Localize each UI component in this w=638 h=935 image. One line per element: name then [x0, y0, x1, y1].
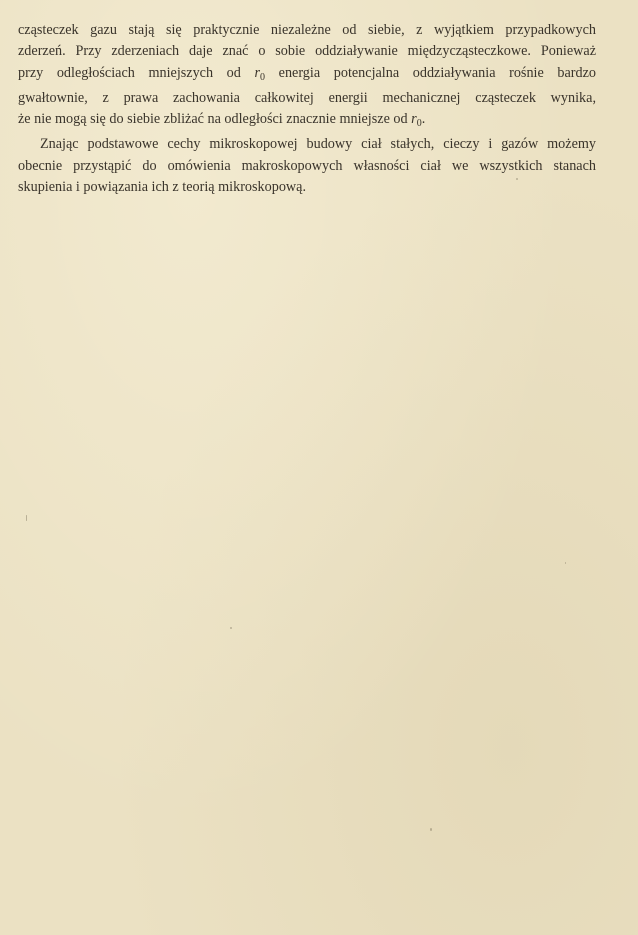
text-line: Znając podstawowe cechy mikroskopowej budowy ciał stałych, cieczy i gazów możemy — [40, 136, 596, 153]
paragraph-1 — [18, 20, 596, 134]
text-line: cząsteczek gazu stają się praktycznie niezależne od siebie, z wyjątkiem przypadkowych — [18, 22, 596, 38]
text-line: zderzeń. Przy zderzeniach daje znać o sobie oddziaływanie międzycząsteczkowe. Ponieważ — [18, 43, 596, 60]
symbol-subscript: 0 — [260, 71, 266, 83]
paper-speck — [565, 562, 566, 564]
text-line — [18, 63, 596, 88]
text-fragment: przy odległościach mniejszych od — [18, 64, 255, 81]
text-line: gwałtownie, z prawa zachowania całkowitej energii mechanicznej cząsteczek wynika, — [18, 89, 596, 106]
paper-speck — [516, 178, 518, 180]
paragraph-2 — [18, 134, 596, 198]
symbol-letter: r — [254, 64, 261, 81]
text-fragment: że nie mogą się do siebie zbliżać na odległości znacznie mniejsze od — [18, 111, 412, 128]
paper-speck — [430, 828, 432, 831]
text-line: obecnie przystąpić do omówienia makroskopowych własności ciał we wszystkich stanach — [18, 157, 596, 174]
symbol-subscript: 0 — [416, 118, 422, 130]
page-text — [18, 20, 596, 198]
text-fragment: energia potencjalna oddziaływania rośnie bardzo — [265, 64, 596, 81]
symbol-r — [255, 65, 266, 81]
paper-speck — [26, 515, 27, 521]
paper-speck — [230, 627, 232, 629]
symbol-letter: r — [411, 111, 417, 128]
symbol-r — [411, 111, 422, 130]
text-line — [18, 109, 596, 134]
text-line: skupienia i powiązania ich z teorią mikroskopową. — [18, 179, 306, 196]
text-fragment: . — [421, 111, 426, 128]
